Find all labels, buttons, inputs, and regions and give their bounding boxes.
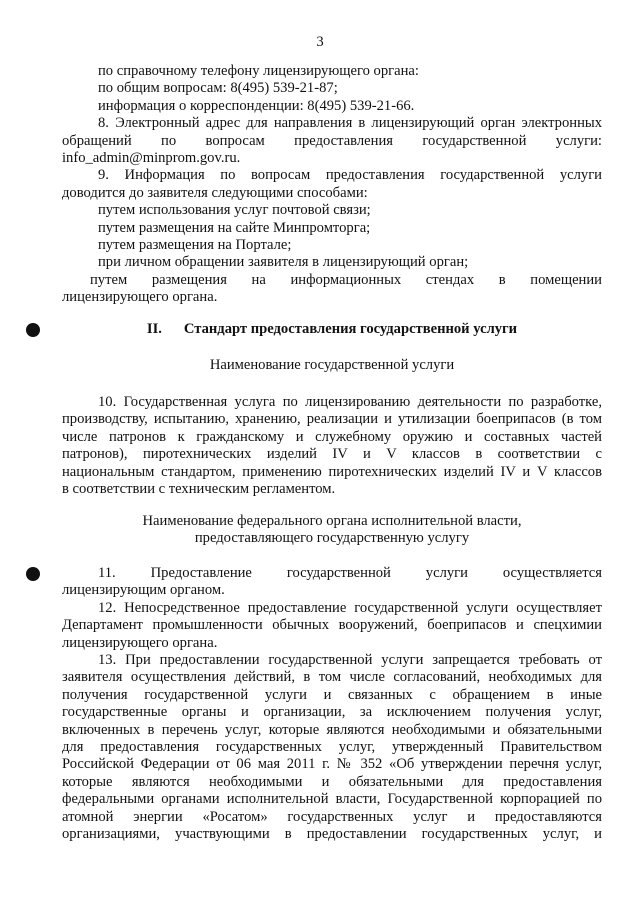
info-way-item: лицензирующего органа. (62, 289, 218, 306)
paragraph-line: национальным стандартом, применению пиротехнических изделий IV и V классов (62, 463, 602, 480)
paragraph-13-line: для предоставления государственных услуг, утвержденный Правительством (62, 739, 602, 756)
paragraph-12-line: лицензирующего органа. (62, 634, 218, 651)
section-number: II. (146, 321, 162, 337)
section-title: Стандарт предоставления государственной услуги (183, 321, 518, 337)
info-way-item: путем размещения на сайте Минпромторга; (98, 219, 371, 236)
paragraph-11-line: 11. Предоставление государственной услуги осуществляется (98, 565, 602, 581)
punch-hole-mark (26, 567, 40, 581)
paragraph-13-line: включенных в перечень услуг, которые являются необходимыми и обязательными (62, 721, 602, 738)
contact-line: информация о корреспонденции: 8(495) 539-21-66. (98, 97, 415, 114)
paragraph-line: производству, испытанию, хранению, реализации и утилизации боеприпасов (в том (62, 411, 602, 428)
paragraph-8-line: 8. Электронный адрес для направления в лицензирующий орган электронных (98, 115, 602, 132)
info-way-item: путем использования услуг почтовой связи; (98, 202, 371, 219)
paragraph-10 (62, 394, 602, 498)
paragraph-13-line: государственные органы и организации, за исключением получения услуг, (62, 704, 602, 721)
subheading-federal-body (62, 513, 602, 548)
email-address: info_admin@minprom.gov.ru. (62, 150, 241, 167)
paragraph-11-line: лицензирующим органом. (62, 582, 225, 599)
subheading-line: предоставляющего государственную услугу (194, 530, 470, 547)
contact-line: по общим вопросам: 8(495) 539-21-87; (98, 80, 338, 97)
paragraph-8-line: обращений по вопросам предоставления государственной услуги: (62, 132, 602, 149)
subheading: Наименование государственной услуги (209, 357, 455, 373)
info-way-item: путем размещения на информационных стендах в помещении (90, 271, 602, 288)
paragraph-12-line: Департамент промышленности обычных вооружений, боеприпасов и спецхимии (62, 617, 602, 634)
paragraph-13-line: получения государственной услуги и связанных с обращением в иные (62, 686, 602, 703)
info-way-item: при личном обращении заявителя в лицензирующий орган; (98, 254, 469, 271)
paragraph-line: 10. Государственная услуга по лицензированию деятельности по разработке, (98, 394, 602, 410)
punch-hole-mark (26, 323, 40, 337)
section-heading (62, 321, 602, 338)
contact-line: по справочному телефону лицензирующего органа: (98, 63, 419, 79)
paragraph-9-line: доводится до заявителя следующими способами: (62, 184, 368, 201)
paragraph-13-line: 13. При предоставлении государственной услуги запрещается требовать от (98, 652, 602, 669)
info-way-item: путем размещения на Портале; (98, 237, 292, 254)
page-number: 3 (316, 34, 324, 50)
paragraph-9-line: 9. Информация по вопросам предоставления государственной услуги (98, 167, 602, 184)
paragraph-line: в соответствии с техническим регламентом. (62, 481, 336, 498)
paragraph-12-line: 12. Непосредственное предоставление государственной услуги осуществляет (98, 599, 602, 616)
subheading-line: Наименование федерального органа исполнительной власти, (142, 513, 522, 529)
paragraphs-11-13 (62, 565, 602, 844)
paragraph-13-line: федеральными органами исполнительной власти, Государственной корпорацией по (62, 791, 602, 808)
paragraph-13-line: Российской Федерации от 06 мая 2011 г. № 352 «Об утверждении перечня услуг, (62, 756, 602, 773)
paragraph-line: числе патронов к гражданскому и служебному оружию и составных частей (62, 428, 602, 445)
paragraph-13-line: атомной энергии «Росатом» государственных услуг и предоставляются (62, 808, 602, 825)
paragraph-13-line: организациями, участвующими в предоставлении государственных услуг, и (62, 826, 602, 843)
paragraph-13-line: которые являются необходимыми и обязательными для предоставления (62, 773, 602, 790)
paragraph-line: патронов), пиротехнических изделий IV и V классов в соответствии с (62, 446, 602, 463)
contacts-block (62, 63, 602, 307)
paragraph-13-line: заявителя осуществления действий, в том числе согласований, необходимых для (62, 669, 602, 686)
